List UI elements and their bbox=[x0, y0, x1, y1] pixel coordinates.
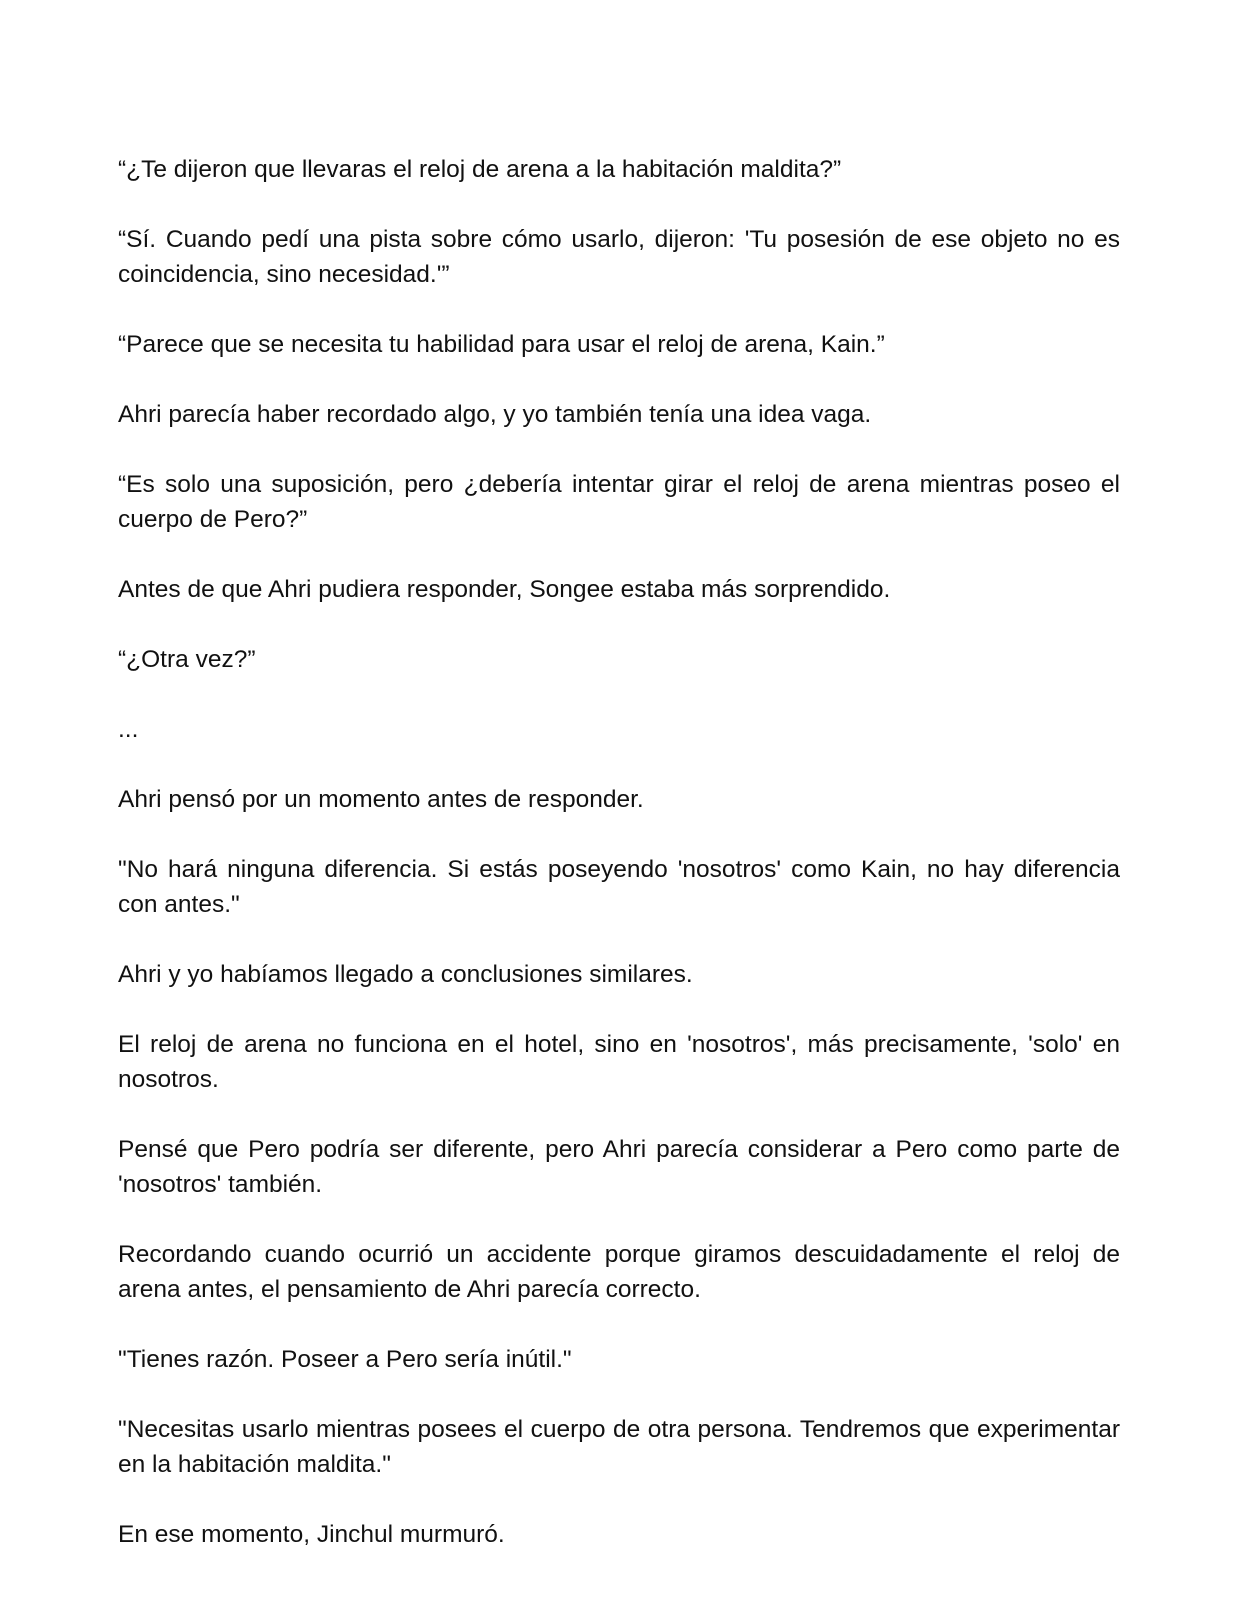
paragraph-8: ... bbox=[118, 716, 139, 743]
paragraph-7: “¿Otra vez?” bbox=[118, 646, 256, 673]
paragraph-6: Antes de que Ahri pudiera responder, Songee estaba más sorprendido. bbox=[118, 576, 891, 603]
paragraph-4: Ahri parecía haber recordado algo, y yo también tenía una idea vaga. bbox=[118, 401, 872, 428]
paragraph-2: “Sí. Cuando pedí una pista sobre cómo usarlo, dijeron: 'Tu posesión de ese objeto no es coincidencia, sino necesidad.'” bbox=[118, 226, 1120, 288]
paragraph-12: El reloj de arena no funciona en el hotel, sino en 'nosotros', más precisamente, 'solo' en nosotros. bbox=[118, 1031, 1120, 1093]
paragraph-11: Ahri y yo habíamos llegado a conclusiones similares. bbox=[118, 961, 693, 988]
paragraph-9: Ahri pensó por un momento antes de responder. bbox=[118, 786, 644, 813]
paragraph-10: "No hará ninguna diferencia. Si estás poseyendo 'nosotros' como Kain, no hay diferencia con antes." bbox=[118, 856, 1120, 918]
document-body bbox=[118, 152, 1120, 1552]
paragraph-17: En ese momento, Jinchul murmuró. bbox=[118, 1521, 505, 1548]
paragraph-3: “Parece que se necesita tu habilidad para usar el reloj de arena, Kain.” bbox=[118, 331, 885, 358]
paragraph-16: "Necesitas usarlo mientras posees el cuerpo de otra persona. Tendremos que experimentar en la habitación maldita." bbox=[118, 1416, 1120, 1478]
paragraph-13: Pensé que Pero podría ser diferente, pero Ahri parecía considerar a Pero como parte de 'nosotros' también. bbox=[118, 1136, 1120, 1198]
paragraph-15: "Tienes razón. Poseer a Pero sería inútil." bbox=[118, 1346, 572, 1373]
paragraph-5: “Es solo una suposición, pero ¿debería intentar girar el reloj de arena mientras poseo el cuerpo de Pero?” bbox=[118, 471, 1120, 533]
paragraph-14: Recordando cuando ocurrió un accidente porque giramos descuidadamente el reloj de arena antes, el pensamiento de Ahri parecía correcto. bbox=[118, 1241, 1120, 1303]
paragraph-1: “¿Te dijeron que llevaras el reloj de arena a la habitación maldita?” bbox=[118, 156, 842, 183]
